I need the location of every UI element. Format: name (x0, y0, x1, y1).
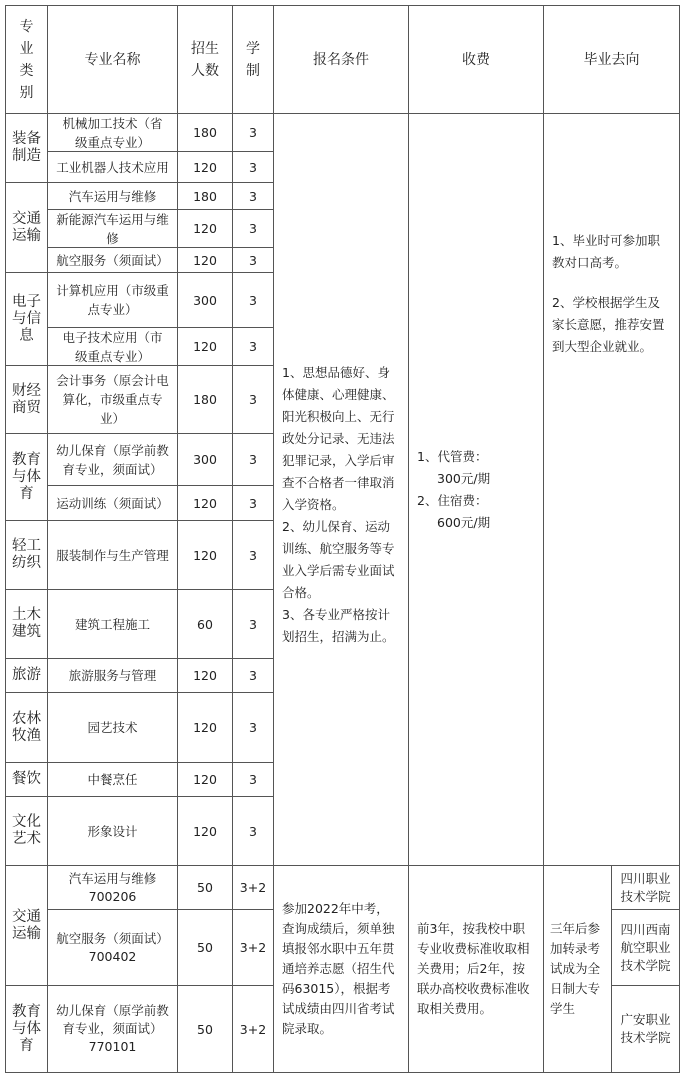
category-electronics: 电子与信息 (12, 293, 41, 344)
enrollment-count: 120 (193, 339, 217, 354)
partner-college: 广安职业技术学院 (620, 1012, 671, 1045)
major-code: 700402 (88, 948, 137, 964)
major-name: 工业机器人技术应用 (56, 159, 169, 175)
duration-years: 3 (249, 392, 257, 407)
major-code: 700206 (88, 888, 137, 904)
duration-years: 3+2 (239, 1021, 267, 1037)
duration-years: 3 (249, 772, 257, 787)
header-enrollment: 招生人数 (191, 40, 219, 79)
category-education: 教育与体育 (12, 451, 41, 502)
category-culture: 文化艺术 (12, 814, 41, 847)
enrollment-count: 50 (197, 880, 213, 895)
enrollment-count: 120 (193, 159, 217, 175)
category-construction: 土木建筑 (12, 607, 41, 640)
enrollment-count: 50 (197, 940, 213, 955)
major-name: 机械加工技术（省级重点专业） (62, 115, 163, 150)
duration-years: 3+2 (239, 880, 267, 895)
category-catering: 餐饮 (12, 771, 41, 787)
category-finance: 财经商贸 (12, 382, 41, 416)
major-name: 汽车运用与维修 (68, 870, 157, 886)
category-education-53: 教育与体育 (12, 1003, 41, 1054)
enrollment-count: 300 (193, 292, 217, 308)
requirement-item: 1、思想品德好、身体健康、心理健康、阳光积极向上、无行政处分记录、无违法犯罪记录，入学后审查不合格者一律取消入学资格。 (282, 364, 395, 512)
duration-years: 3 (249, 495, 257, 511)
fees-53-text: 前3年，按我校中职专业收费标准收取相关费用；后2年，按联办高校收费标准收取相关费用。 (417, 921, 530, 1016)
fee-item: 2、住宿费： (417, 492, 488, 508)
duration-years: 3 (249, 547, 257, 563)
header-category: 专业类别 (19, 18, 34, 101)
duration-years: 3 (249, 720, 257, 735)
duration-years: 3 (249, 252, 257, 268)
enrollment-count: 60 (197, 616, 213, 632)
major-name-with-code (48, 866, 177, 909)
requirements-text (274, 114, 408, 865)
destination-item: 1、毕业时可参加职教对口高考。 (552, 233, 660, 270)
category-tourism: 旅游 (12, 667, 41, 683)
category-equipment: 装备制造 (12, 131, 41, 164)
enrollment-count: 180 (193, 188, 217, 204)
duration-years: 3 (249, 125, 257, 140)
requirements-53-text: 参加2022年中考，查询成绩后，须单独填报邻水职中五年贯通培养志愿（招生代码63015），根据考试成绩由四川省考试院录取。 (282, 901, 395, 1036)
category-transport: 交通运输 (12, 210, 41, 244)
partner-college: 四川职业技术学院 (620, 870, 671, 904)
partner-college: 四川西南航空职业技术学院 (620, 921, 671, 973)
duration-years: 3 (249, 159, 257, 175)
enrollment-count: 120 (193, 495, 217, 511)
major-name: 会计事务（原会计电算化，市级重点专业） (56, 373, 169, 426)
fees-text (409, 114, 543, 865)
enrollment-count: 120 (193, 221, 217, 236)
duration-years: 3 (249, 339, 257, 354)
header-destination: 毕业去向 (583, 51, 640, 68)
major-code: 770101 (88, 1039, 137, 1054)
header-major: 专业名称 (84, 51, 141, 68)
destination-item: 2、学校根据学生及家长意愿，推荐安置到大型企业就业。 (552, 295, 665, 354)
enrollment-count: 120 (193, 823, 217, 839)
major-name: 中餐烹任 (87, 772, 138, 787)
major-name: 汽车运用与维修 (68, 188, 157, 204)
enrollment-count: 120 (193, 720, 217, 735)
duration-years: 3 (249, 616, 257, 632)
enrollment-count: 120 (193, 772, 217, 787)
requirement-item: 3、各专业严格按计划招生，招满为止。 (282, 606, 395, 644)
major-name: 计算机应用（市级重点专业） (56, 283, 169, 317)
header-duration: 学制 (246, 40, 260, 79)
enrollment-count: 120 (193, 252, 217, 268)
duration-years: 3 (249, 668, 257, 683)
enrollment-count: 180 (193, 392, 217, 407)
enrollment-count: 300 (193, 452, 217, 467)
major-name: 园艺技术 (87, 720, 138, 735)
major-name: 航空服务（须面试） (56, 930, 169, 946)
destination-53-text: 三年后参加转录考试成为全日制大专学生 (550, 921, 601, 1016)
duration-years: 3 (249, 221, 257, 236)
enrollment-count: 180 (193, 125, 217, 140)
duration-years: 3 (249, 188, 257, 204)
major-name: 幼儿保育（原学前教育专业，须面试） (56, 1003, 169, 1036)
duration-years: 3+2 (239, 940, 267, 955)
enrollment-count: 50 (197, 1021, 213, 1037)
major-name: 航空服务（须面试） (56, 252, 169, 268)
major-name-with-code (48, 910, 177, 985)
major-name-with-code (48, 986, 177, 1072)
major-name: 运动训练（须面试） (56, 495, 169, 511)
fee-amount: 300元/期 (437, 470, 491, 486)
major-name: 幼儿保育（原学前教育专业，须面试） (56, 442, 169, 477)
category-transport-53: 交通运输 (12, 908, 41, 942)
fee-amount: 600元/期 (437, 514, 491, 530)
enrollment-count: 120 (193, 547, 217, 563)
destination-text (544, 114, 679, 865)
duration-years: 3 (249, 292, 257, 308)
requirement-item: 2、幼儿保育、运动训练、航空服务等专业入学后需专业面试合格。 (282, 518, 395, 600)
category-textile: 轻工纺织 (12, 538, 41, 571)
header-fees: 收费 (462, 51, 490, 68)
major-name: 电子技术应用（市级重点专业） (62, 329, 163, 364)
fee-item: 1、代管费： (417, 448, 488, 464)
major-name: 形象设计 (87, 823, 138, 839)
major-name: 旅游服务与管理 (68, 668, 157, 683)
major-name: 新能源汽车运用与维修 (56, 211, 169, 246)
duration-years: 3 (249, 823, 257, 839)
major-name: 建筑工程施工 (74, 616, 150, 632)
header-requirements: 报名条件 (313, 51, 369, 68)
enrollment-count: 120 (193, 668, 217, 683)
major-name: 服装制作与生产管理 (56, 547, 169, 563)
category-agriculture: 农林牧渔 (12, 710, 41, 744)
duration-years: 3 (249, 452, 257, 467)
